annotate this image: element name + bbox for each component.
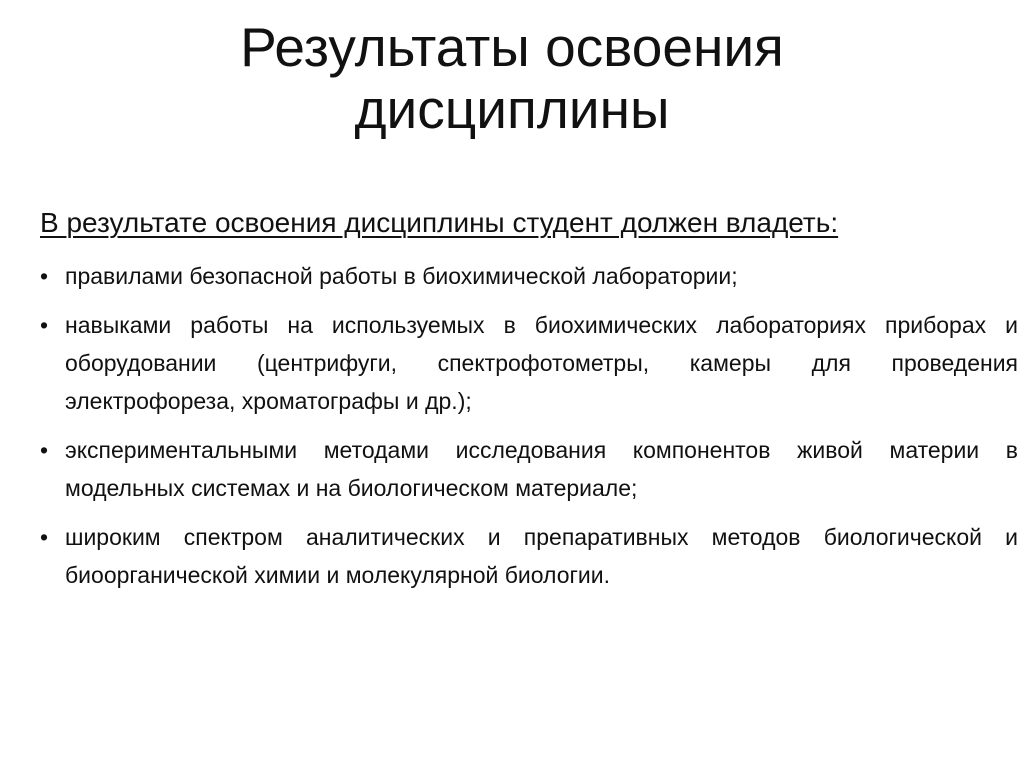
bullet-icon: •: [40, 312, 49, 338]
list-item: [40, 306, 1018, 420]
list-item-text: навыками работы на используемых в биохимических лабораториях приборах и оборудовании (центрифуги, спектрофотометры, камеры для проведения электрофореза, хроматографы и др.);: [65, 312, 1018, 414]
list-item-text: широким спектром аналитических и препаративных методов биологической и биоорганической химии и молекулярной биологии.: [65, 524, 1018, 588]
list-item-text: экспериментальными методами исследования компонентов живой материи в модельных системах и на биологическом материале;: [65, 437, 1018, 501]
list-item: [40, 518, 1018, 594]
outcomes-list: [40, 257, 1018, 605]
bullet-icon: •: [40, 437, 49, 463]
list-item-text: правилами безопасной работы в биохимической лаборатории;: [65, 263, 738, 289]
intro-heading: В результате освоения дисциплины студент должен владеть:: [40, 207, 839, 238]
bullet-icon: •: [40, 263, 49, 289]
list-item: [40, 431, 1018, 507]
page-title: [0, 16, 1024, 140]
title-line-2: дисциплины: [354, 78, 670, 140]
title-line-1: Результаты освоения: [240, 16, 784, 78]
bullet-icon: •: [40, 524, 49, 550]
list-item: [40, 257, 1018, 295]
